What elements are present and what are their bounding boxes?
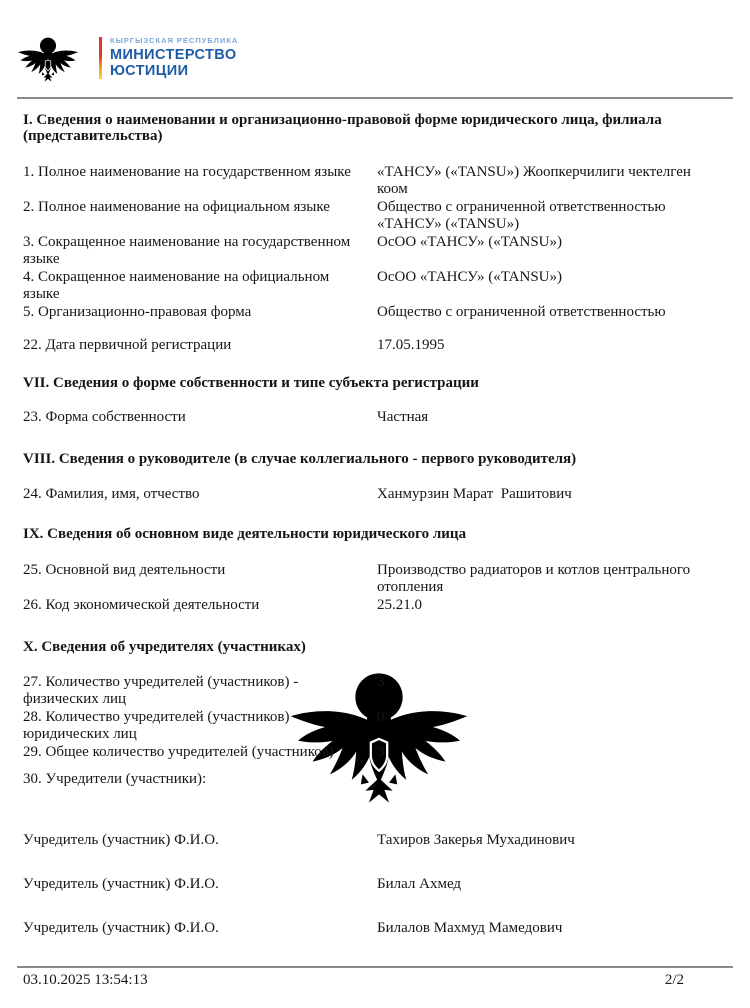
- field-row: [23, 709, 707, 743]
- field-row: [23, 234, 707, 268]
- footer-divider: [17, 966, 733, 968]
- page-footer: [23, 972, 730, 989]
- field-label: 30. Учредители (участники):: [23, 771, 207, 787]
- document-body: [23, 113, 707, 964]
- field-label: 3. Сокращенное наименование на государственном языке: [23, 234, 351, 267]
- field-label: 27. Количество учредителей (участников) - физических лиц: [23, 674, 299, 707]
- founder-name: Билал Ахмед: [377, 876, 462, 892]
- field-value: 3: [377, 744, 385, 760]
- ministry-header: [17, 32, 238, 86]
- section-heading: I. Сведения о наименовании и организационно-правовой форме юридического лица, филиала (представительства): [23, 112, 662, 144]
- field-value: ОсОО «ТАНСУ» («TANSU»): [377, 269, 563, 285]
- field-row: [23, 562, 707, 596]
- field-label: 29. Общее количество учредителей (участников): [23, 744, 334, 760]
- field-label: 4. Сокращенное наименование на официальном языке: [23, 269, 330, 302]
- section-heading: IX. Сведения об основном виде деятельности юридического лица: [23, 526, 467, 542]
- field-value: Производство радиаторов и котлов центрального отопления: [377, 561, 694, 595]
- founder-label: Учредитель (участник) Ф.И.О.: [23, 876, 219, 892]
- founder-row: [23, 876, 707, 893]
- founder-label: Учредитель (участник) Ф.И.О.: [23, 920, 219, 936]
- field-value: Общество с ограниченной ответственностью: [377, 304, 666, 320]
- field-value: ОсОО «ТАНСУ» («TANSU»): [377, 234, 563, 250]
- brand-text: [110, 36, 238, 79]
- founder-name: Тахиров Закерья Мухадинович: [377, 832, 575, 848]
- field-value: 0: [377, 709, 385, 725]
- field-label: 23. Форма собственности: [23, 408, 186, 425]
- brand-flag-bar: [99, 37, 102, 79]
- field-value: Частная: [377, 408, 429, 425]
- field-value: 25.21.0: [377, 596, 422, 613]
- field-label: 5. Организационно-правовая форма: [23, 304, 252, 320]
- field-row: [23, 409, 707, 426]
- section-main-activity: [23, 527, 707, 614]
- field-row: [23, 771, 707, 788]
- field-row: [23, 199, 707, 233]
- generation-timestamp: 03.10.2025 13:54:13: [23, 972, 148, 988]
- field-row: [23, 674, 707, 708]
- field-label: 1. Полное наименование на государственном языке: [23, 164, 351, 180]
- brand-republic-label: КЫРГЫЗСКАЯ РЕСПУБЛИКА: [110, 36, 239, 45]
- field-value: «ТАНСУ» («TANSU») Жоопкерчилиги чектелген коом: [377, 164, 695, 197]
- field-label: 28. Количество учредителей (участников) - юридических лиц: [23, 709, 299, 742]
- founders-list: [23, 832, 707, 937]
- section-heading: VIII. Сведения о руководителе (в случае коллегиального - первого руководителя): [23, 450, 577, 467]
- ministry-eagle-logo-icon: [17, 32, 79, 86]
- field-value: Общество с ограниченной ответственностью «ТАНСУ» («TANSU»): [377, 199, 670, 232]
- field-value: 3: [377, 674, 385, 690]
- page-number: 2/2: [664, 972, 684, 988]
- field-row: [23, 337, 707, 354]
- field-row: [23, 597, 707, 614]
- brand-ministry-line2: ЮСТИЦИИ: [110, 62, 189, 79]
- brand-ministry-line1: МИНИСТЕРСТВО: [110, 47, 237, 63]
- founder-name: Билалов Махмуд Мамедович: [377, 920, 563, 936]
- field-label: 22. Дата первичной регистрации: [23, 337, 232, 353]
- section-names-legal-form: [23, 113, 707, 354]
- field-value: Ханмурзин Марат Рашитович: [377, 486, 572, 502]
- founder-row: [23, 832, 707, 849]
- section-heading: X. Сведения об учредителях (участниках): [23, 638, 306, 655]
- field-row: [23, 269, 707, 303]
- section-heading: VII. Сведения о форме собственности и типе субъекта регистрации: [23, 375, 479, 391]
- section-ownership-form: [23, 376, 707, 426]
- field-label: 2. Полное наименование на официальном языке: [23, 199, 330, 215]
- field-label: 26. Код экономической деятельности: [23, 596, 260, 613]
- field-row: [23, 304, 707, 321]
- field-row: [23, 164, 707, 198]
- section-founders: [23, 640, 707, 789]
- field-row: [23, 486, 707, 503]
- field-label: 24. Фамилия, имя, отчество: [23, 486, 200, 502]
- header-divider: [17, 97, 733, 99]
- founder-label: Учредитель (участник) Ф.И.О.: [23, 832, 219, 848]
- field-label: 25. Основной вид деятельности: [23, 561, 226, 578]
- field-value: 17.05.1995: [377, 337, 445, 353]
- field-row: [23, 744, 707, 761]
- founder-row: [23, 920, 707, 937]
- section-head-of-entity: [23, 452, 707, 504]
- field-value: [377, 771, 707, 788]
